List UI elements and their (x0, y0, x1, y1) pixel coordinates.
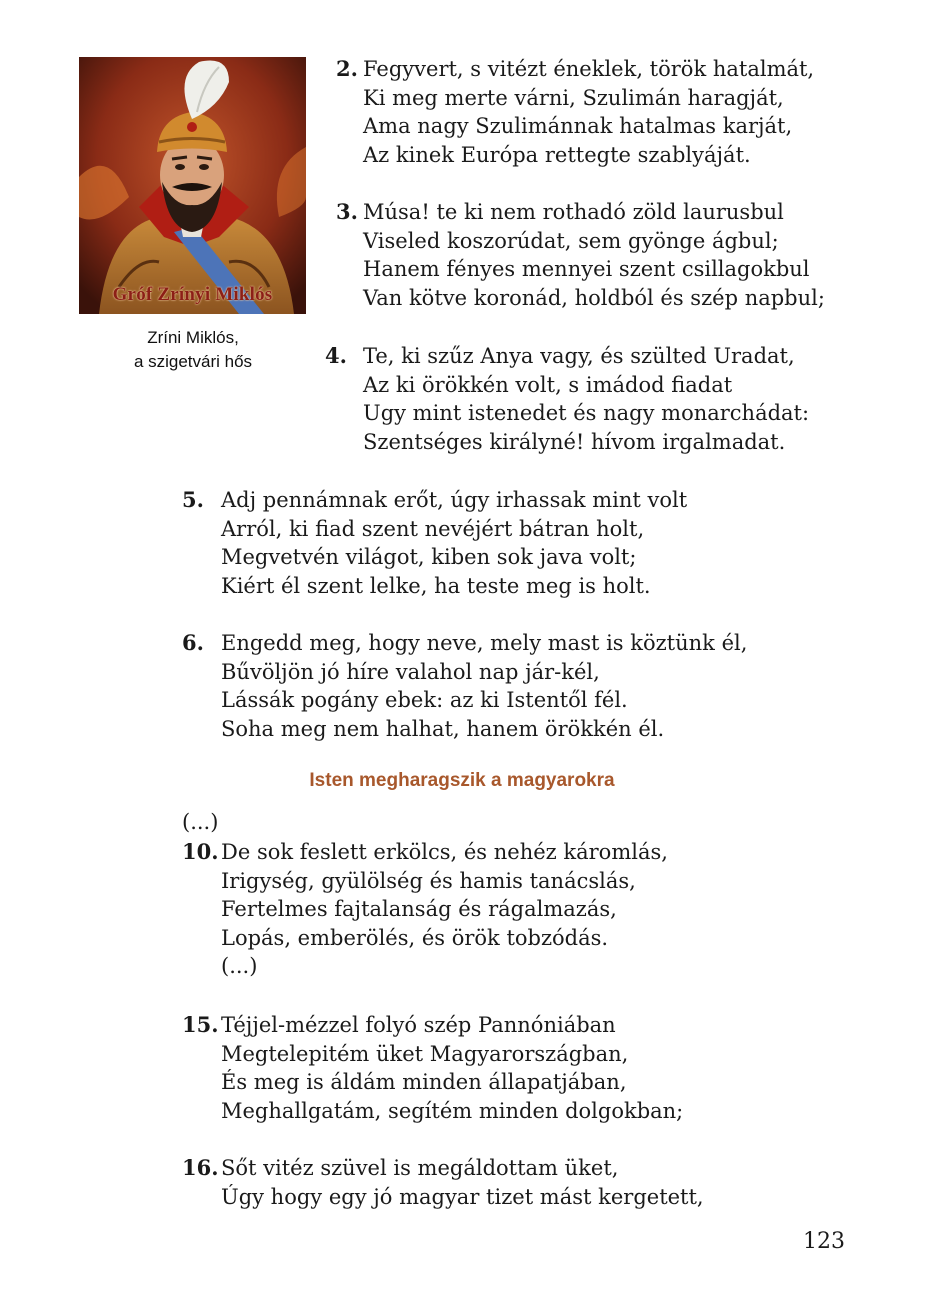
section-title: Isten megharagszik a magyarokra (309, 770, 615, 791)
stanza-number: 5. (182, 487, 204, 512)
page-number: 123 (803, 1229, 845, 1254)
portrait-painting (79, 57, 306, 314)
portrait-signature: Gróf Zrínyi Miklós (112, 284, 273, 305)
verse-line: Kiért él szent lelke, ha teste meg is holt. (221, 574, 651, 599)
figure-caption (100, 326, 286, 374)
verse-line: Ama nagy Szulimánnak hatalmas karját, (363, 114, 793, 139)
verse-line: Úgy hogy egy jó magyar tizet mást kergetett, (221, 1184, 704, 1209)
verse-line: Ugy mint istenedet és nagy monarchádat: (363, 401, 810, 426)
verse-line: Soha meg nem halhat, hanem örökkén él. (221, 717, 665, 742)
verse-line: Szentséges királyné! hívom irgalmadat. (363, 430, 786, 455)
stanza-number: 4. (325, 343, 347, 368)
omission-mark: (...) (182, 810, 219, 834)
verse-line: Sőt vitéz szüvel is megáldottam üket, (221, 1156, 619, 1180)
stanza-16 (182, 1154, 704, 1211)
stanza-number: 10. (182, 839, 219, 864)
verse-line: Megtelepitém üket Magyarországban, (221, 1041, 629, 1066)
verse-line: Engedd meg, hogy neve, mely mast is köztünk él, (221, 631, 748, 655)
verse-line: Meghallgatám, segítém minden dolgokban; (221, 1099, 684, 1124)
stanza-6 (182, 629, 748, 744)
verse-line: Lássák pogány ebek: az ki Istentől fél. (221, 688, 628, 713)
stanza-15 (182, 1011, 684, 1126)
verse-line: Irigység, gyülölség és hamis tanácslás, (221, 868, 636, 893)
verse-line: Az ki örökkén volt, s imádod fiadat (363, 372, 733, 397)
caption-line: Zríni Miklós, (147, 328, 239, 347)
verse-line: De sok feslett erkölcs, és nehéz káromlás, (221, 840, 668, 864)
stanza-number: 16. (182, 1155, 219, 1180)
omission-mark: (...) (221, 954, 258, 978)
stanza-2 (336, 55, 815, 170)
stanza-number: 3. (336, 199, 358, 224)
verse-line: Hanem fényes mennyei szent csillagokbul (363, 257, 810, 282)
verse-line: Fertelmes fajtalanság és rágalmazás, (221, 897, 617, 922)
verse-line: Téjjel-mézzel folyó szép Pannóniában (221, 1013, 616, 1037)
verse-line: Megvetvén világot, kiben sok java volt; (221, 545, 637, 570)
verse-line: Lopás, emberölés, és örök tobzódás. (221, 926, 609, 951)
verse-line: Az kinek Európa rettegte szablyáját. (363, 143, 751, 168)
verse-line: Te, ki szűz Anya vagy, és szülted Uradat, (363, 344, 795, 368)
verse-line: Viseled koszorúdat, sem gyönge ágbul; (363, 228, 779, 253)
verse-line: Adj pennámnak erőt, úgy irhassak mint volt (221, 488, 688, 512)
stanza-10 (182, 838, 668, 953)
stanza-3 (336, 198, 825, 313)
verse-line: Músa! te ki nem rothadó zöld laurusbul (363, 200, 784, 224)
stanza-5 (182, 486, 688, 601)
stanza-number: 6. (182, 630, 204, 655)
stanza-4 (325, 342, 810, 457)
verse-line: Fegyvert, s vitézt éneklek, török hatalmát, (363, 57, 815, 81)
caption-line: a szigetvári hős (133, 352, 253, 371)
portrait-image (79, 57, 306, 314)
stanza-number: 15. (182, 1012, 219, 1037)
verse-line: Van kötve koronád, holdból és szép napbul; (363, 286, 825, 311)
verse-line: És meg is áldám minden állapatjában, (221, 1070, 627, 1095)
stanza-number: 2. (336, 56, 358, 81)
verse-line: Ki meg merte várni, Szulimán haragját, (363, 85, 784, 110)
verse-line: Arról, ki fiad szent nevéjért bátran holt, (221, 516, 645, 541)
verse-line: Bűvöljön jó híre valahol nap jár-kél, (221, 659, 600, 684)
